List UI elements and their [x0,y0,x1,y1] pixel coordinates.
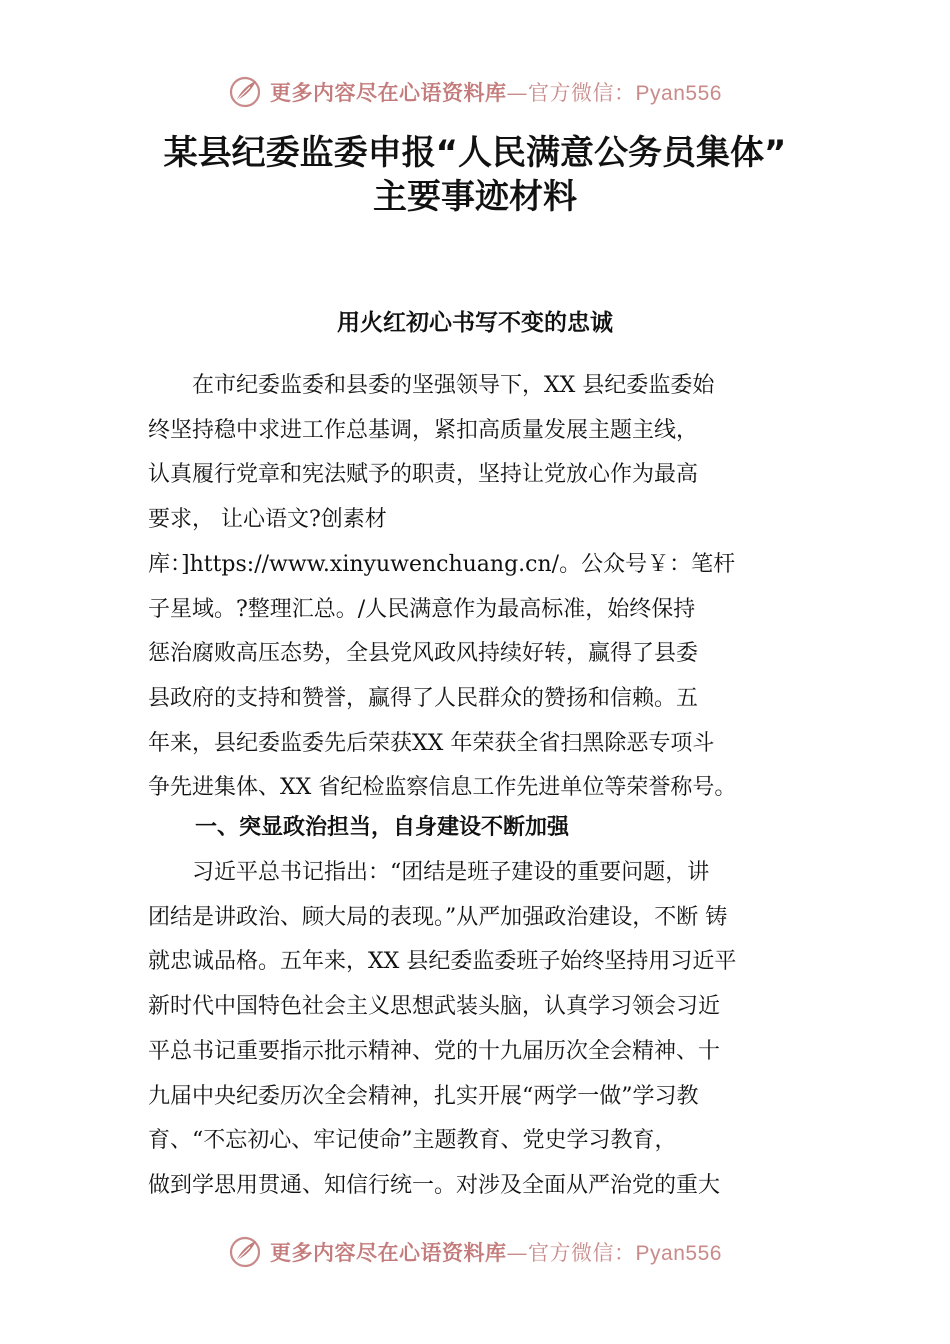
paragraph-line: 习近平总书记指出：“团结是班子建设的重要问题，讲 [192,860,710,885]
watermark-text [270,77,722,107]
document-title-line1: 某县纪委监委申报“人民满意公务员集体” [163,133,787,173]
wechat-label: 官方微信： [528,81,636,105]
paragraph-line: 育、“不忘初心、牢记使命”主题教育、党史学习教育， [148,1128,677,1154]
paragraph-2 [148,851,808,1209]
separator: — [506,81,529,105]
wechat-id: Pyan556 [635,1242,722,1265]
separator: — [506,1241,529,1265]
paragraph-1 [148,364,808,811]
paragraph-line: 平总书记重要指示批示精神、党的十九届历次全会精神、十 [148,1038,721,1064]
paragraph-line: 终坚持稳中求进工作总基调，紧扣高质量发展主题主线， [148,417,699,443]
paragraph-line: 就忠诚品格。五年来，XX 县纪委监委班子始终坚持用习近平 [148,949,737,975]
document-subtitle: 用火红初心书写不变的忠诚 [337,310,613,336]
document-title-line2: 主要事迹材料 [373,177,577,217]
feather-logo-icon [228,75,262,109]
paragraph-line: 团结是讲政治、顾大局的表现。”从严加强政治建设，不断 铸 [148,904,728,930]
paragraph-line: 惩治腐败高压态势，全县党风政风持续好转，赢得了县委 [148,641,699,667]
watermark-text [270,1237,722,1267]
paragraph-line: 争先进集体、XX 省纪检监察信息工作先进单位等荣誉称号。 [148,775,737,801]
wechat-label: 官方微信： [528,1241,636,1265]
brand-text: 更多内容尽在心语资料库 [270,1240,507,1265]
brand-text: 更多内容尽在心语资料库 [270,80,507,105]
footer-watermark-banner [0,1232,950,1272]
paragraph-line: 做到学思用贯通、知信行统一。对涉及全面从严治党的重大 [148,1172,721,1198]
paragraph-line: 子星域。?整理汇总。/人民满意作为最高标准，始终保持 [148,596,696,622]
header-watermark-banner [0,72,950,112]
paragraph-line: 新时代中国特色社会主义思想武装头脑，认真学习领会习近 [148,994,721,1020]
feather-logo-icon [228,1235,262,1269]
paragraph-line: 认真履行党章和宪法赋予的职责，坚持让党放心作为最高 [148,462,699,488]
section-heading-1: 一、突显政治担当，自身建设不断加强 [195,815,570,840]
paragraph-line: 年来，县纪委监委先后荣获XX 年荣获全省扫黑除恶专项斗 [148,730,715,756]
paragraph-line: 九届中央纪委历次全会精神，扎实开展“两学一做”学习教 [148,1083,699,1109]
paragraph-line: 县政府的支持和赞誉，赢得了人民群众的赞扬和信赖。五 [148,685,699,711]
paragraph-line: 要求， 让心语文?创素材 [148,507,387,533]
paragraph-line: 库：]https://www.xinyuwenchuang.cn/。公众号￥：笔杆 [148,551,736,577]
wechat-id: Pyan556 [635,82,722,105]
paragraph-line: 在市纪委监委和县委的坚强领导下，XX 县纪委监委始 [192,373,715,398]
